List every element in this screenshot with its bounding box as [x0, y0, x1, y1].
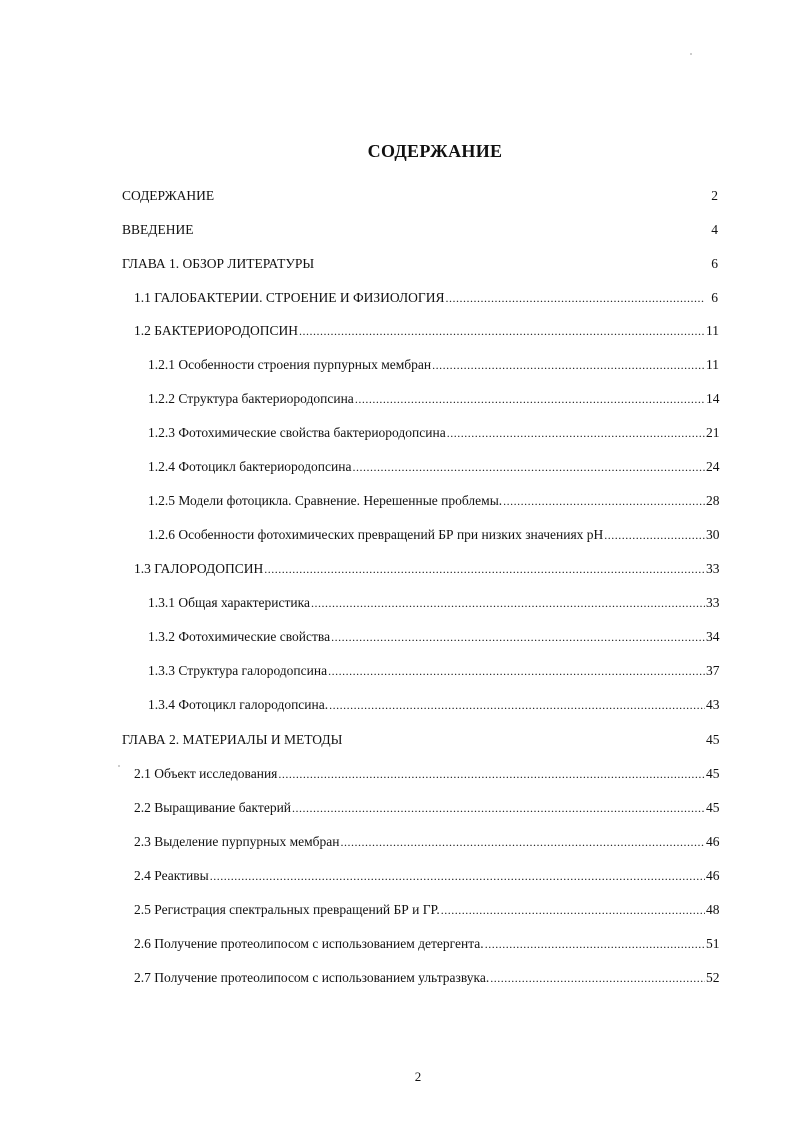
- toc-entry: [122, 187, 718, 205]
- toc-entry-page: 6: [711, 290, 718, 305]
- toc-entry-label: 1.3.3 Структура галородопсина: [148, 663, 328, 678]
- toc-leader: [331, 628, 705, 646]
- toc-leader: [355, 390, 705, 408]
- toc-entry-label: 2.2 Выращивание бактерий: [134, 800, 292, 815]
- toc-entry-page: 4: [711, 222, 718, 237]
- toc-leader: [341, 833, 705, 851]
- toc-entry-page: 21: [706, 425, 720, 440]
- toc-entry-label: ВВЕДЕНИЕ: [122, 222, 194, 237]
- toc-leader: [441, 901, 705, 919]
- toc-entry-page: 11: [706, 357, 719, 372]
- toc-leader: [299, 322, 705, 340]
- toc-entry: [148, 492, 718, 510]
- toc-entry-label: 1.2.6 Особенности фотохимических превращений БР при низких значениях рН: [148, 527, 604, 542]
- toc-entry-page: 37: [706, 663, 720, 678]
- toc-entry: [134, 560, 718, 578]
- page-number: 2: [414, 1069, 422, 1084]
- toc-entry-page: 51: [706, 936, 720, 951]
- toc-entry: [148, 424, 718, 442]
- toc-entry-label: 1.2.2 Структура бактериородопсина: [148, 391, 354, 406]
- toc-entry: [134, 322, 718, 340]
- toc-entry: [148, 390, 718, 408]
- toc-leader: [311, 594, 705, 612]
- toc-entry-page: 46: [706, 868, 720, 883]
- toc-entry: [122, 255, 718, 273]
- toc-entry-label: 1.3 ГАЛОРОДОПСИН: [134, 561, 264, 576]
- toc-entry-page: 34: [706, 629, 720, 644]
- toc-entry-page: 6: [711, 256, 718, 271]
- toc-entry-page: 45: [706, 732, 720, 747]
- toc-leader: [352, 458, 705, 476]
- toc-entry: [134, 833, 718, 851]
- toc-leader: [447, 424, 705, 442]
- toc-leader: [503, 492, 705, 510]
- toc-entry-page: 11: [706, 323, 719, 338]
- toc-entry: [148, 526, 718, 544]
- toc-entry: [148, 458, 718, 476]
- toc-entry-label: ГЛАВА 2. МАТЕРИАЛЫ И МЕТОДЫ: [122, 732, 343, 747]
- toc-entry-page: 30: [706, 527, 720, 542]
- toc-entry-page: 28: [706, 493, 720, 508]
- toc-entry-page: 52: [706, 970, 720, 985]
- toc-leader: [432, 356, 705, 374]
- toc-entry-label: 1.3.4 Фотоцикл галородопсина.: [148, 697, 329, 712]
- toc-entry: [148, 696, 718, 714]
- toc-entry: [122, 731, 718, 749]
- toc-leader: [490, 969, 705, 987]
- toc-entry: [134, 867, 718, 885]
- toc-leader: [264, 560, 705, 578]
- toc-entry-label: 2.5 Регистрация спектральных превращений БР и ГР.: [134, 902, 440, 917]
- toc-entry: [134, 969, 718, 987]
- toc-entry: [122, 221, 718, 239]
- toc-leader: [329, 696, 705, 714]
- toc-entry-label: 1.2.4 Фотоцикл бактериородопсина: [148, 459, 352, 474]
- toc-leader: [328, 662, 705, 680]
- toc-entry-label: 2.4 Реактивы: [134, 868, 209, 883]
- toc-entry-label: 1.2 БАКТЕРИОРОДОПСИН: [134, 323, 299, 338]
- toc-entry: [148, 356, 718, 374]
- toc-entry-label: 1.1 ГАЛОБАКТЕРИИ. СТРОЕНИЕ И ФИЗИОЛОГИЯ: [134, 290, 445, 305]
- toc-leader: [485, 935, 705, 953]
- toc-entry-label: 2.1 Объект исследования: [134, 766, 278, 781]
- toc-entry-page: 24: [706, 459, 720, 474]
- toc-entry-label: 1.3.1 Общая характеристика: [148, 595, 310, 610]
- toc-entry: [148, 628, 718, 646]
- toc-entry-page: 48: [706, 902, 720, 917]
- toc-entry-label: 1.2.1 Особенности строения пурпурных мембран: [148, 357, 432, 372]
- toc-entry-page: 46: [706, 834, 720, 849]
- toc-entry-page: 45: [706, 800, 720, 815]
- toc-leader: [292, 799, 705, 817]
- toc-entry: [134, 901, 718, 919]
- toc-entry-page: 45: [706, 766, 720, 781]
- toc-entry-label: СОДЕРЖАНИЕ: [122, 188, 215, 203]
- toc-leader: [210, 867, 705, 885]
- toc-entry-label: 2.6 Получение протеолипосом с использованием детергента.: [134, 936, 484, 951]
- toc-entry-label: 2.3 Выделение пурпурных мембран: [134, 834, 340, 849]
- scan-speck: [118, 765, 120, 767]
- page-title: СОДЕРЖАНИЕ: [367, 141, 503, 161]
- toc-entry-page: 33: [706, 595, 720, 610]
- toc-entry: [134, 935, 718, 953]
- toc-entry: [148, 662, 718, 680]
- toc-entry: [134, 799, 718, 817]
- toc-entry-label: 2.7 Получение протеолипосом с использованием ультразвука.: [134, 970, 490, 985]
- toc-entry-page: 2: [711, 188, 718, 203]
- toc-entry-label: 1.2.5 Модели фотоцикла. Сравнение. Нерешенные проблемы.: [148, 493, 503, 508]
- toc-entry-label: 1.2.3 Фотохимические свойства бактериородопсина: [148, 425, 446, 440]
- toc-leader: [278, 765, 705, 783]
- toc-entry-page: 33: [706, 561, 720, 576]
- toc-entry-label: ГЛАВА 1. ОБЗОР ЛИТЕРАТУРЫ: [122, 256, 315, 271]
- toc-leader: [445, 289, 705, 307]
- toc-leader: [604, 526, 705, 544]
- toc-entry-label: 1.3.2 Фотохимические свойства: [148, 629, 331, 644]
- toc-entry: [134, 765, 718, 783]
- toc-entry: [148, 594, 718, 612]
- toc-entry: [134, 289, 718, 307]
- toc-entry-page: 43: [706, 697, 720, 712]
- scan-speck: [690, 53, 692, 55]
- toc-entry-page: 14: [706, 391, 720, 406]
